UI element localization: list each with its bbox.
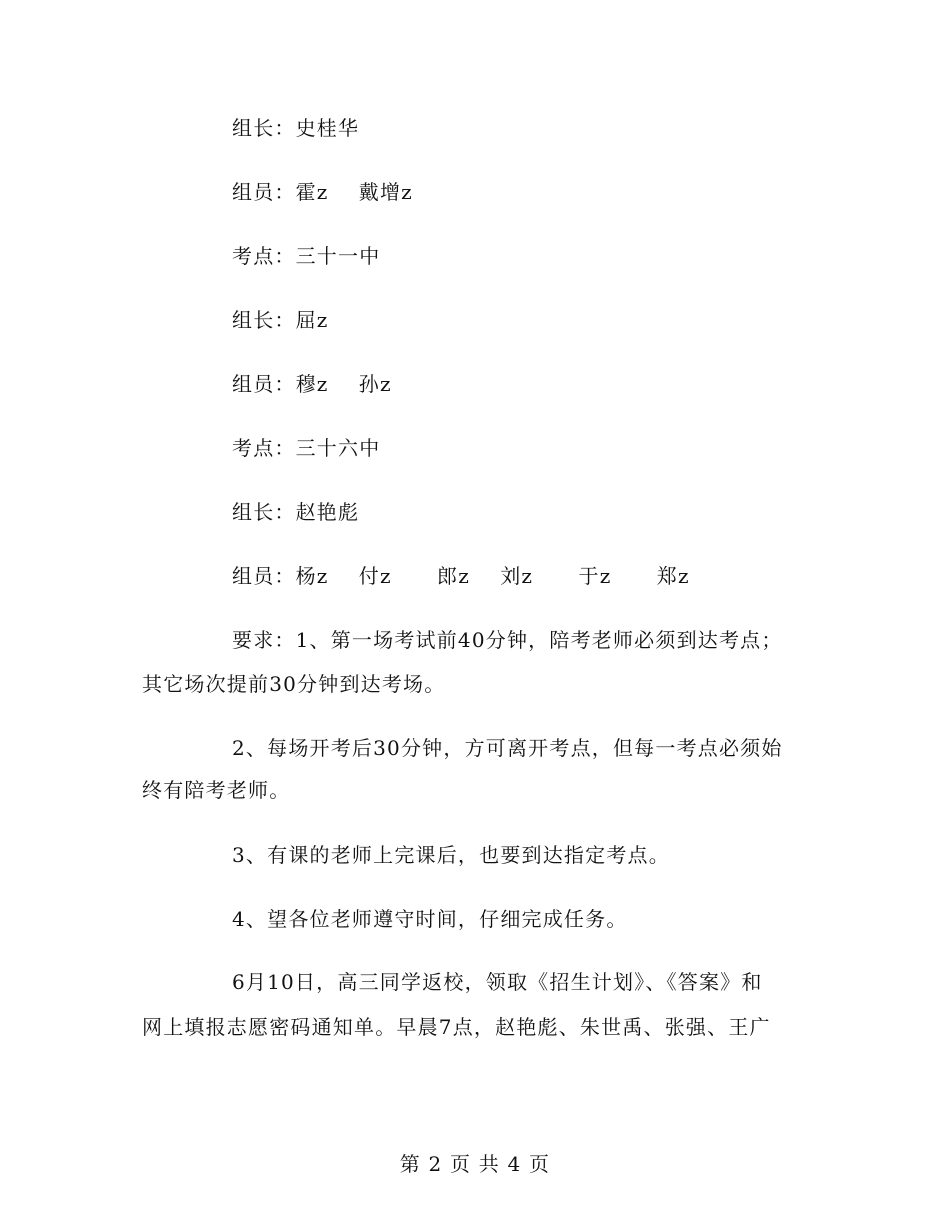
requirement-3-line: 3、有课的老师上完课后，也要到达指定考点。 <box>232 843 670 867</box>
requirement-1-line: 要求：1、第一场考试前40分钟，陪考老师必须到达考点； <box>232 628 783 652</box>
group-leader-line: 组长：屈z <box>232 308 329 332</box>
group-leader-line: 组长：赵艳彪 <box>232 500 360 524</box>
exam-site-line: 考点：三十一中 <box>232 244 381 268</box>
group-members-line: 组员：杨z 付z 郎z 刘z 于z 郑z <box>232 564 690 588</box>
group-members-line: 组员：霍z 戴增z <box>232 180 413 204</box>
group-members-line: 组员：穆z 孙z <box>232 372 392 396</box>
notice-paragraph-line: 6月10日，高三同学返校，领取《招生计划》、《答案》和 <box>232 970 763 994</box>
notice-paragraph-continuation: 网上填报志愿密码通知单。早晨7点，赵艳彪、朱世禹、张强、王广 <box>142 1015 771 1039</box>
requirement-1-continuation: 其它场次提前30分钟到达考场。 <box>142 672 446 696</box>
exam-site-line: 考点：三十六中 <box>232 436 381 460</box>
requirement-4-line: 4、望各位老师遵守时间，仔细完成任务。 <box>232 907 628 931</box>
requirement-2-continuation: 终有陪考老师。 <box>142 778 291 802</box>
group-leader-line: 组长：史桂华 <box>232 116 360 140</box>
requirement-2-line: 2、每场开考后30分钟，方可离开考点，但每一考点必须始 <box>232 736 783 760</box>
page-number-footer: 第 2 页 共 4 页 <box>399 1152 551 1176</box>
